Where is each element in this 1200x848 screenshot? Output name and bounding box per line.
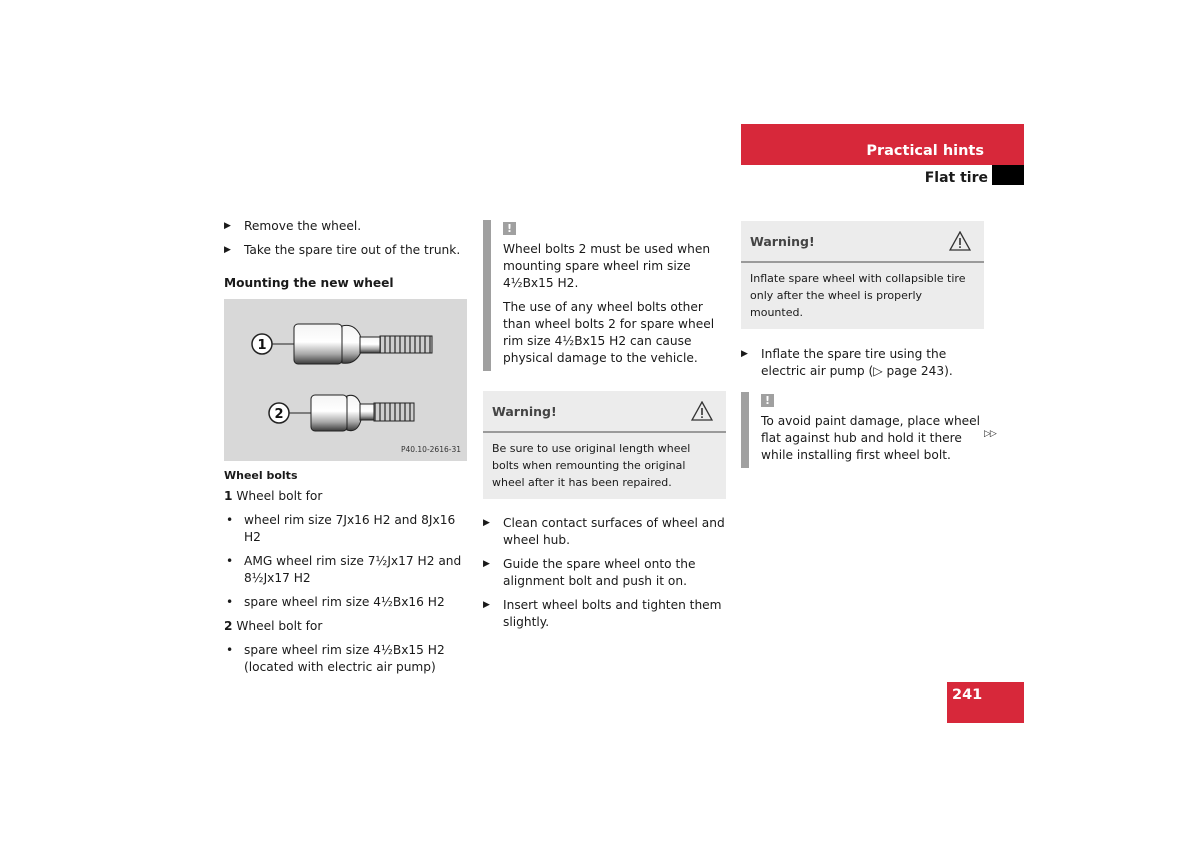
list-item-text: spare wheel rim size 4½Bx15 H2 (located with electric air pump) bbox=[244, 643, 445, 674]
wheel-bolts-figure bbox=[224, 299, 467, 461]
bullet-triangle-icon: ▶ bbox=[224, 221, 231, 231]
continue-arrows-icon: ▷▷ bbox=[984, 429, 996, 439]
column-left bbox=[224, 218, 469, 683]
step-item bbox=[483, 597, 726, 631]
list-item-text: AMG wheel rim size 7½Jx17 H2 and 8½Jx17 H2 bbox=[244, 554, 462, 585]
bolt-1 bbox=[252, 324, 432, 364]
bullet-triangle-icon: ▶ bbox=[483, 518, 490, 528]
step-text: Remove the wheel. bbox=[244, 219, 362, 233]
step-text: Clean contact surfaces of wheel and wheel hub. bbox=[503, 516, 725, 547]
exclamation-icon: ! bbox=[761, 394, 774, 407]
warning-title: Warning! bbox=[492, 404, 557, 419]
list-item bbox=[224, 553, 469, 587]
warning-text: Inflate spare wheel with collapsible tire only after the wheel is properly mounted. bbox=[750, 272, 966, 319]
legend-item-1 bbox=[224, 488, 469, 505]
legend-number: 2 bbox=[224, 619, 233, 633]
callout-1-label: 1 bbox=[257, 338, 267, 353]
notice-paragraph: To avoid paint damage, place wheel flat against hub and hold it there while installing first wheel bolt. bbox=[761, 414, 981, 462]
notice-box bbox=[483, 220, 726, 371]
section-header-tab bbox=[741, 124, 1024, 165]
step-item bbox=[741, 346, 985, 380]
section-title: Practical hints bbox=[866, 143, 984, 159]
bullet-dot-icon: • bbox=[226, 554, 234, 568]
step-text: Insert wheel bolts and tighten them slightly. bbox=[503, 598, 722, 629]
step-text: Inflate the spare tire using the electric air pump (▷ page 243). bbox=[761, 347, 953, 378]
warning-header bbox=[483, 391, 726, 433]
figure-caption: Wheel bolts bbox=[224, 469, 298, 482]
list-item bbox=[224, 512, 469, 546]
legend-label: Wheel bolt for bbox=[236, 619, 323, 633]
list-item bbox=[224, 642, 469, 676]
list-item bbox=[224, 594, 469, 611]
column-middle bbox=[483, 220, 726, 638]
bullet-triangle-icon: ▶ bbox=[483, 559, 490, 569]
callout-2-label: 2 bbox=[274, 407, 284, 422]
notice-paragraph: The use of any wheel bolts other than wheel bolts 2 for spare wheel rim size 4½Bx15 H2 can cause physical damage to the vehicle. bbox=[503, 300, 715, 365]
bullet-triangle-icon: ▶ bbox=[224, 245, 231, 255]
list-item-text: spare wheel rim size 4½Bx16 H2 bbox=[244, 595, 445, 609]
warning-box bbox=[483, 391, 726, 499]
bullet-triangle-icon: ▶ bbox=[483, 600, 490, 610]
warning-box bbox=[741, 221, 984, 329]
warning-triangle-icon bbox=[691, 401, 713, 421]
page-number-box bbox=[947, 682, 1024, 723]
bullet-triangle-icon: ▶ bbox=[741, 349, 748, 359]
bullet-dot-icon: • bbox=[226, 643, 234, 657]
exclamation-icon: ! bbox=[503, 222, 516, 235]
subsection-title: Flat tire bbox=[924, 170, 988, 186]
warning-text: Be sure to use original length wheel bolts when remounting the original wheel after it has been repaired. bbox=[492, 442, 691, 489]
step-item bbox=[224, 242, 469, 259]
step-item bbox=[483, 515, 726, 549]
notice-box bbox=[741, 392, 985, 468]
warning-title: Warning! bbox=[750, 234, 815, 249]
page-number: 241 bbox=[952, 687, 983, 703]
step-item bbox=[483, 556, 726, 590]
bullet-dot-icon: • bbox=[226, 595, 234, 609]
step-text: Guide the spare wheel onto the alignment bolt and push it on. bbox=[503, 557, 696, 588]
warning-triangle-icon bbox=[949, 231, 971, 251]
section-heading: Mounting the new wheel bbox=[224, 276, 394, 290]
warning-header bbox=[741, 221, 984, 263]
notice-paragraph: Wheel bolts 2 must be used when mounting spare wheel rim size 4½Bx15 H2. bbox=[503, 242, 711, 290]
step-text: Take the spare tire out of the trunk. bbox=[244, 243, 461, 257]
list-item-text: wheel rim size 7Jx16 H2 and 8Jx16 H2 bbox=[244, 513, 456, 544]
legend-number: 1 bbox=[224, 489, 233, 503]
step-item bbox=[224, 218, 469, 235]
bullet-dot-icon: • bbox=[226, 513, 234, 527]
legend-item-2 bbox=[224, 618, 469, 635]
column-right bbox=[741, 221, 985, 468]
figure-code: P40.10-2616-31 bbox=[400, 445, 461, 454]
legend-label: Wheel bolt for bbox=[236, 489, 323, 503]
subsection-marker bbox=[992, 165, 1024, 185]
bolt-2 bbox=[269, 395, 414, 431]
wheel-bolts-illustration bbox=[224, 299, 467, 461]
